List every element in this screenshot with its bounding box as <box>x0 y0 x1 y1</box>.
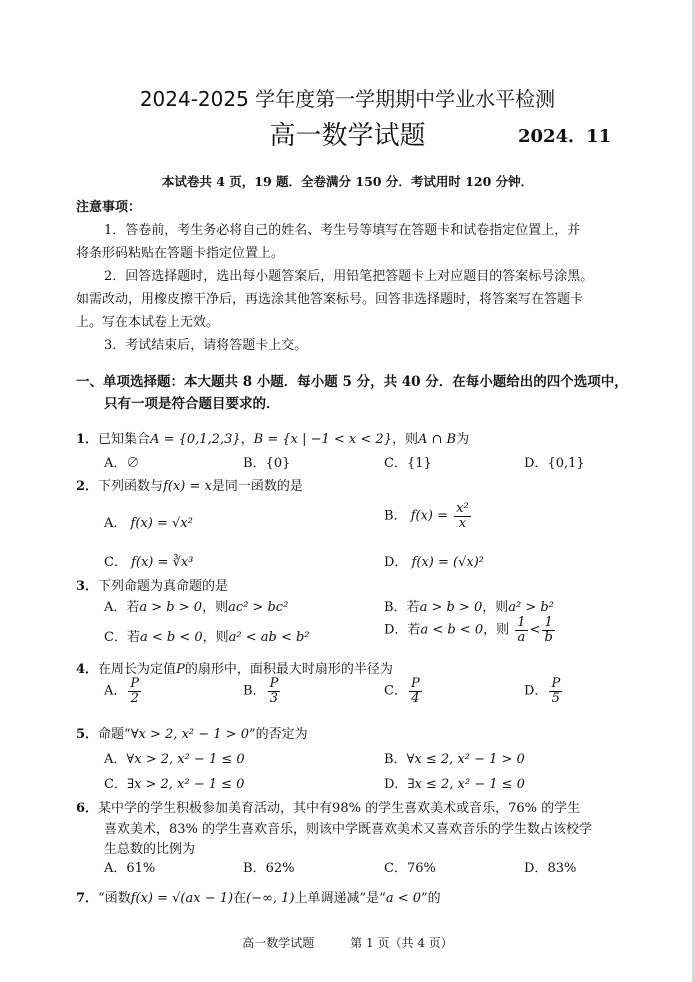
note-2a: 2．回答选择题时，选出每小题答案后，用铅笔把答题卡上对应题目的答案标号涂黑。 <box>104 269 594 284</box>
exam-title-line1: 2024-2025 学年度第一学期期中学业水平检测 <box>139 87 556 111</box>
section-heading-2: 只有一项是符合题目要求的． <box>104 396 280 412</box>
q2-option-c: C． f(x) = ∛x³ <box>104 555 194 570</box>
q1-option-b: B．{0} <box>243 456 291 471</box>
q6-option-d: D．83% <box>524 861 577 876</box>
exam-title: 高一数学试题 <box>269 121 426 151</box>
question-1: 1．已知集合A = {0,1,2,3}，B = {x | −1 < x < 2}，则A ∩ B为 <box>76 432 470 447</box>
note-2c: 上。写在本试卷上无效。 <box>76 315 220 330</box>
question-4: 4．在周长为定值P的扇形中，面积最大时扇形的半径为 <box>76 662 393 677</box>
q2-option-a: A． f(x) = √x² <box>104 516 193 531</box>
q3-option-a: A．若a > b > 0，则ac² > bc² <box>104 600 289 615</box>
note-3: 3．考试结束后，请将答题卡上交。 <box>104 338 308 353</box>
q3-option-c: C．若a < b < 0，则a² < ab < b² <box>104 630 310 645</box>
question-2: 2．下列函数与f(x) = x是同一函数的是 <box>76 479 303 494</box>
q6-option-a: A．61% <box>104 861 156 876</box>
q2-option-d: D． f(x) = (√x)² <box>384 555 484 570</box>
exam-date: 2024．11 <box>518 126 612 147</box>
q4-option-b: B． $\frac{P}{3}$ <box>243 676 279 706</box>
q1-option-a: A．∅ <box>104 456 140 471</box>
q5-option-d: D．∃x ≤ 2, x² − 1 ≤ 0 <box>384 777 525 792</box>
q5-option-a: A．∀x > 2, x² − 1 ≤ 0 <box>104 752 245 767</box>
q1-option-d: D．{0,1} <box>524 456 585 471</box>
question-6-line2: 喜欢美术，83% 的学生喜欢音乐，则该中学既喜欢美术又喜欢音乐的学生数占该校学 <box>104 822 593 837</box>
page-footer: 高一数学试题 第 1 页（共 4 页） <box>242 936 453 950</box>
question-5: 5．命题“∀x > 2, x² − 1 > 0”的否定为 <box>76 727 308 742</box>
exam-info: 本试卷共 4 页，19 题．全卷满分 150 分．考试用时 120 分钟． <box>161 174 534 189</box>
q3-option-d: D．若a < b < 0，则 $\frac{1}{a}$ < $\frac{1}{b}$ <box>384 615 553 645</box>
q2-option-b: B． f(x) = $\frac{\text{x²}}{x}$ <box>384 501 469 531</box>
q3-option-b: B．若a > b > 0，则a² > b² <box>384 600 554 615</box>
question-7: 7．“函数f(x) = √(ax − 1)在(−∞, 1)上单调递减”是“a < 0”的 <box>76 891 441 906</box>
q5-option-b: B．∀x ≤ 2, x² − 1 > 0 <box>384 752 525 767</box>
q6-option-c: C．76% <box>384 861 436 876</box>
question-6: 6．某中学的学生积极参加美育活动，其中有98% 的学生喜欢美术或音乐，76% 的学生 <box>76 801 581 816</box>
q4-option-c: C． $\frac{P}{4}$ <box>384 676 420 706</box>
question-3: 3．下列命题为真命题的是 <box>76 579 229 594</box>
q4-option-a: A． $\frac{P}{2}$ <box>104 676 140 706</box>
q6-option-b: B．62% <box>243 861 295 876</box>
notes-heading: 注意事项： <box>76 200 142 215</box>
note-1b: 将条形码粘贴在答题卡指定位置上。 <box>76 246 285 261</box>
q4-option-d: D． $\frac{P}{5}$ <box>524 676 561 706</box>
question-6-line3: 生总数的比例为 <box>104 842 196 857</box>
q1-option-c: C．{1} <box>384 456 432 471</box>
note-2b: 如需改动，用橡皮擦干净后，再选涂其他答案标号。回答非选择题时，将答案写在答题卡 <box>76 292 584 307</box>
section-heading: 一、单项选择题：本大题共 8 小题．每小题 5 分，共 40 分．在每小题给出的四个选项中， <box>76 374 628 390</box>
q5-option-c: C．∃x > 2, x² − 1 ≤ 0 <box>104 777 245 792</box>
note-1a: 1．答卷前，考生务必将自己的姓名、考生号等填写在答题卡和试卷指定位置上，并 <box>104 223 581 238</box>
